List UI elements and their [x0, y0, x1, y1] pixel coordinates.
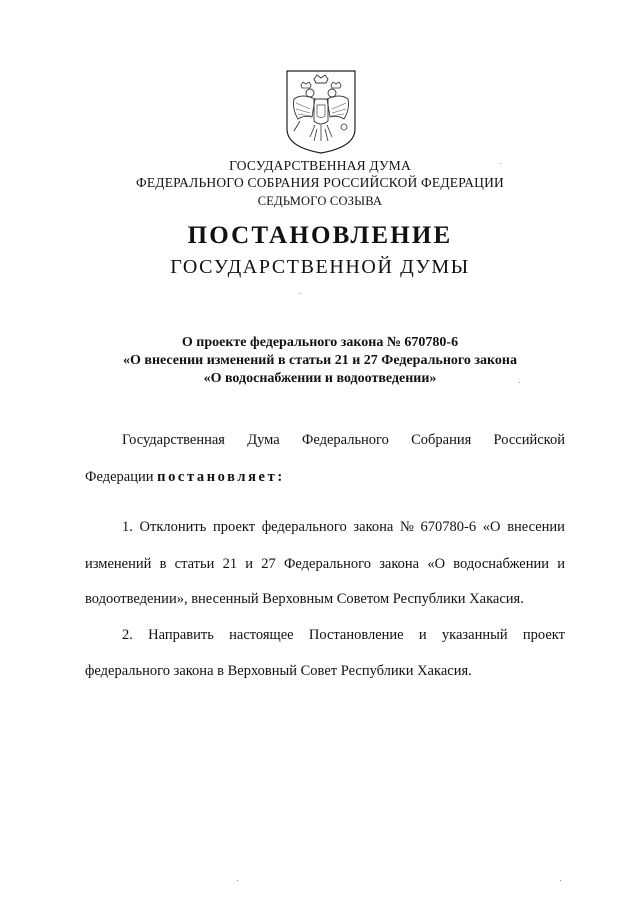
- item-1-line-3: водоотведении», внесенный Верховным Советом Республики Хакасия.: [85, 591, 524, 607]
- word: и: [418, 627, 427, 643]
- scan-speck: [560, 880, 561, 881]
- word: проект: [213, 519, 256, 535]
- word: 2.: [122, 627, 133, 643]
- word: настоящее: [229, 627, 294, 643]
- word: закона: [379, 556, 420, 572]
- word: «О: [427, 556, 446, 572]
- scan-speck: [519, 382, 520, 383]
- preamble-action: постановляет:: [157, 469, 285, 485]
- word: Собрания: [411, 432, 472, 448]
- word: внесении: [507, 519, 565, 535]
- word: Российской: [493, 432, 565, 448]
- word: водоснабжении: [453, 556, 550, 572]
- word: и: [557, 556, 565, 572]
- word: Дума: [247, 432, 280, 448]
- word: Федерального: [301, 432, 389, 448]
- word: Федерального: [283, 556, 371, 572]
- preamble-line-1: [122, 431, 565, 449]
- scan-speck: [299, 293, 300, 294]
- word: статьи: [174, 556, 215, 572]
- word: Отклонить: [139, 519, 207, 535]
- item-2-line-1: [122, 626, 565, 644]
- header-line-2: ФЕДЕРАЛЬНОГО СОБРАНИЯ РОССИЙСКОЙ ФЕДЕРАЦИИ: [136, 175, 504, 190]
- preamble-line-2: [85, 468, 565, 486]
- bill-heading-line-3: «О водоснабжении и водоотведении»: [203, 371, 437, 386]
- header-line-1: ГОСУДАРСТВЕННАЯ ДУМА: [229, 158, 411, 173]
- word: №: [400, 519, 414, 535]
- word: 27: [261, 556, 276, 572]
- header-line-3: СЕДЬМОГО СОЗЫВА: [257, 194, 383, 208]
- document-subtitle: ГОСУДАРСТВЕННОЙ ДУМЫ: [170, 256, 470, 278]
- document-title: ПОСТАНОВЛЕНИЕ: [187, 222, 453, 249]
- item-2-line-2: федерального закона в Верховный Совет Республики Хакасия.: [85, 663, 472, 679]
- item-1-line-1: [122, 518, 565, 536]
- word: «О: [482, 519, 501, 535]
- word: и: [245, 556, 254, 572]
- word: проект: [522, 627, 565, 643]
- word: 21: [222, 556, 238, 572]
- word: изменений: [85, 556, 152, 572]
- russian-coat-of-arms-icon: [284, 69, 358, 155]
- word: закона: [353, 519, 394, 535]
- word: Государственная: [122, 432, 225, 448]
- bill-heading-line-2: «О внесении изменений в статьи 21 и 27 Федерального закона: [123, 353, 517, 368]
- word: в: [159, 556, 167, 572]
- word: 1.: [122, 519, 133, 535]
- word: 670780-6: [420, 519, 477, 535]
- word: Постановление: [308, 627, 404, 643]
- item-1-line-2: [85, 555, 565, 573]
- scan-speck: [237, 880, 238, 881]
- bill-heading-line-1: О проекте федерального закона № 670780-6: [181, 335, 459, 350]
- scan-speck: [500, 163, 501, 164]
- word: федерального: [261, 519, 347, 535]
- word: Направить: [148, 627, 214, 643]
- preamble-subject: Федерации: [85, 469, 154, 485]
- word: указанный: [441, 627, 508, 643]
